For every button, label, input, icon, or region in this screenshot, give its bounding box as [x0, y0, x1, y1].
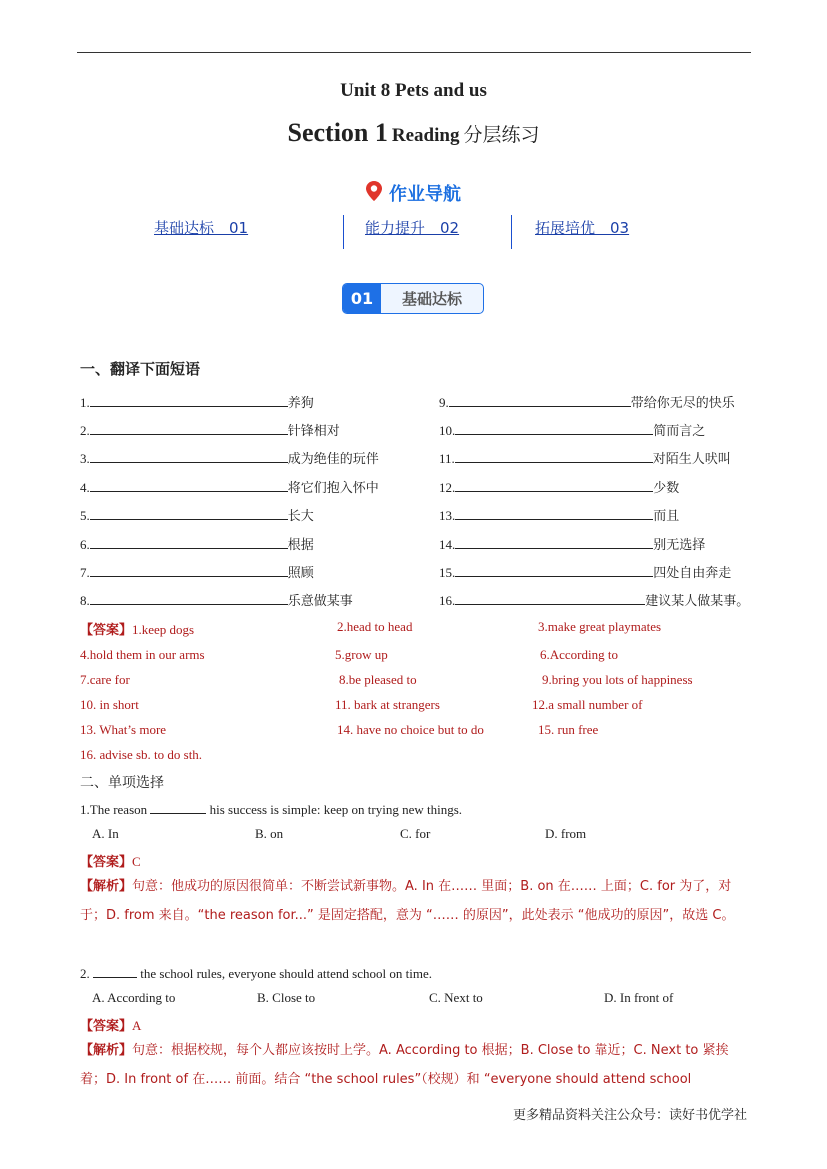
answer-value: 7.care for [80, 672, 130, 687]
answer-value: A [132, 1018, 142, 1033]
badge-label: 基础达标 [401, 290, 462, 308]
answer-blank[interactable] [90, 591, 288, 605]
item-number: 5. [80, 508, 90, 523]
option-b[interactable]: B. Close to [257, 990, 316, 1005]
answer-value: 4.hold them in our arms [80, 647, 205, 662]
question-text: The reason [89, 802, 148, 817]
item-chinese: 将它们抱入怀中 [287, 481, 379, 496]
item-number: 7. [80, 565, 90, 580]
answer-blank[interactable] [455, 478, 653, 492]
item-number: 1. [80, 395, 90, 410]
explanation-text: 句意：根据校规，每个人都应该按时上学。A. According to 根据；B. Close to 靠近；C. Next to 紧挨着；D. In front of 在…… 前面。结合 “the school rules”（校规）和 “everyone should attend school [80, 1043, 729, 1087]
answer-blank[interactable] [449, 393, 631, 407]
phrase-item [80, 477, 379, 496]
phrase-item [80, 420, 340, 439]
item-chinese: 养狗 [287, 396, 314, 411]
section-badge [342, 283, 484, 314]
answer-value: 13. What’s more [80, 722, 167, 737]
item-number: 3. [80, 451, 90, 466]
part1-title: 一、翻译下面短语 [80, 360, 201, 378]
question-text: his success is simple: keep on trying new things. [209, 802, 463, 817]
phrase-item [439, 448, 731, 467]
item-number: 6. [80, 537, 90, 552]
phrase-item [80, 534, 314, 553]
explanation-tag: 【解析】 [80, 1043, 133, 1058]
location-pin-icon [366, 181, 382, 205]
answer-value: 12.a small number of [532, 697, 643, 712]
explanation-tag: 【解析】 [80, 879, 133, 894]
answer-blank[interactable] [90, 449, 288, 463]
answer-value: 1.keep dogs [132, 622, 195, 637]
question-number: 2. [80, 966, 90, 981]
option-b[interactable]: B. on [255, 826, 284, 841]
item-chinese: 简而言之 [653, 424, 706, 439]
item-chinese: 带给你无尽的快乐 [630, 396, 735, 411]
phrase-item [439, 477, 679, 496]
answer-value: 14. have no choice but to do [337, 722, 484, 737]
item-number: 13. [439, 508, 456, 523]
answer-value: C [132, 854, 141, 869]
phrase-item [439, 562, 731, 581]
phrase-item [439, 505, 679, 524]
item-number: 14. [439, 537, 456, 552]
top-rule [77, 52, 751, 53]
phrase-item [439, 420, 705, 439]
answer-value: 16. advise sb. to do sth. [80, 747, 203, 762]
unit-title: Unit 8 Pets and us [340, 80, 487, 101]
answer-blank[interactable] [90, 478, 288, 492]
nav-separator [343, 215, 344, 249]
nav-separator [511, 215, 512, 249]
nav-link-ability[interactable]: 能力提升 02 [365, 219, 460, 237]
phrase-item [439, 534, 705, 553]
explanation-2 [80, 1037, 752, 1094]
item-number: 11. [439, 451, 455, 466]
item-chinese: 照顾 [287, 566, 314, 581]
item-chinese: 根据 [287, 538, 314, 553]
item-chinese: 长大 [287, 509, 314, 524]
item-chinese: 建议某人做某事。 [645, 594, 750, 609]
item-number: 8. [80, 593, 90, 608]
item-chinese: 成为绝佳的玩伴 [287, 452, 379, 467]
item-number: 4. [80, 480, 90, 495]
answer-blank[interactable] [90, 421, 288, 435]
option-a[interactable]: A. According to [92, 990, 176, 1005]
answer-value: 6.According to [540, 647, 618, 662]
answer-line [80, 1015, 141, 1034]
question-2 [80, 965, 432, 982]
answer-blank[interactable] [455, 421, 653, 435]
item-chinese: 而且 [653, 509, 680, 524]
badge-number: 01 [343, 284, 381, 313]
answer-blank[interactable] [455, 449, 653, 463]
answer-blank[interactable] [455, 506, 653, 520]
explanation-1 [80, 873, 752, 930]
section-title [0, 118, 827, 148]
part2-title: 二、单项选择 [80, 775, 164, 791]
phrase-item [80, 392, 314, 411]
answer-blank[interactable] [90, 393, 288, 407]
item-chinese: 对陌生人吠叫 [652, 452, 731, 467]
phrase-item [80, 562, 314, 581]
answer-value: 10. in short [80, 697, 139, 712]
answer-blank[interactable] [90, 563, 288, 577]
phrase-item [439, 590, 749, 609]
item-number: 9. [439, 395, 449, 410]
question-number: 1. [80, 802, 90, 817]
answer-value: 3.make great playmates [538, 619, 662, 634]
answer-blank[interactable] [455, 563, 653, 577]
item-number: 12. [439, 480, 456, 495]
answer-tag: 【答案】 [80, 855, 133, 870]
question-text: the school rules, everyone should attend school on time. [140, 966, 432, 981]
item-chinese: 别无选择 [653, 538, 706, 553]
item-chinese: 针锋相对 [287, 424, 340, 439]
answer-value: 8.be pleased to [339, 672, 417, 687]
answer-blank[interactable] [90, 506, 288, 520]
section-reading: Reading [391, 125, 460, 146]
phrase-item [80, 590, 353, 609]
answer-blank[interactable] [455, 591, 645, 605]
answer-line [80, 619, 194, 638]
answer-value: 11. bark at strangers [335, 697, 440, 712]
item-number: 16. [439, 593, 456, 608]
nav-link-basic[interactable]: 基础达标 01 [154, 219, 249, 237]
section-subtitle: 分层练习 [463, 124, 540, 146]
answer-value: 5.grow up [335, 647, 388, 662]
answer-value: 15. run free [538, 722, 599, 737]
phrase-item [80, 505, 314, 524]
item-number: 15. [439, 565, 456, 580]
phrase-item [439, 392, 735, 411]
phrase-item [80, 448, 379, 467]
answer-value: 9.bring you lots of happiness [542, 672, 693, 687]
section-number: Section 1 [287, 118, 388, 147]
homework-nav-title: 作业导航 [389, 184, 462, 205]
explanation-text: 句意：他成功的原因很简单：不断尝试新事物。A. In 在…… 里面；B. on 在…… 上面；C. for 为了，对于；D. from 来自。“the reason for...” 是固定搭配，意为 “…… 的原因”，此处表示 “他成功的原因”，故选 C。 [80, 879, 735, 923]
answer-blank[interactable] [93, 965, 137, 978]
option-c[interactable]: C. Next to [429, 990, 483, 1005]
answer-blank[interactable] [455, 535, 653, 549]
item-number: 2. [80, 423, 90, 438]
answer-blank[interactable] [90, 535, 288, 549]
item-chinese: 乐意做某事 [287, 594, 353, 609]
nav-link-extension[interactable]: 拓展培优 03 [535, 219, 630, 237]
homework-nav-heading [0, 180, 827, 206]
footer-note: 更多精品资料关注公众号：读好书优学社 [512, 1108, 747, 1123]
answer-line [80, 851, 141, 870]
answer-blank[interactable] [150, 801, 206, 814]
item-number: 10. [439, 423, 456, 438]
item-chinese: 少数 [653, 481, 680, 496]
option-d[interactable]: D. from [545, 826, 587, 841]
option-c[interactable]: C. for [400, 826, 431, 841]
question-1 [80, 801, 462, 818]
option-d[interactable]: D. In front of [604, 990, 674, 1005]
item-chinese: 四处自由奔走 [653, 566, 732, 581]
option-a[interactable]: A. In [92, 826, 119, 841]
answer-value: 2.head to head [337, 619, 413, 634]
answer-tag: 【答案】 [80, 1019, 133, 1034]
answer-tag: 【答案】 [80, 623, 133, 638]
